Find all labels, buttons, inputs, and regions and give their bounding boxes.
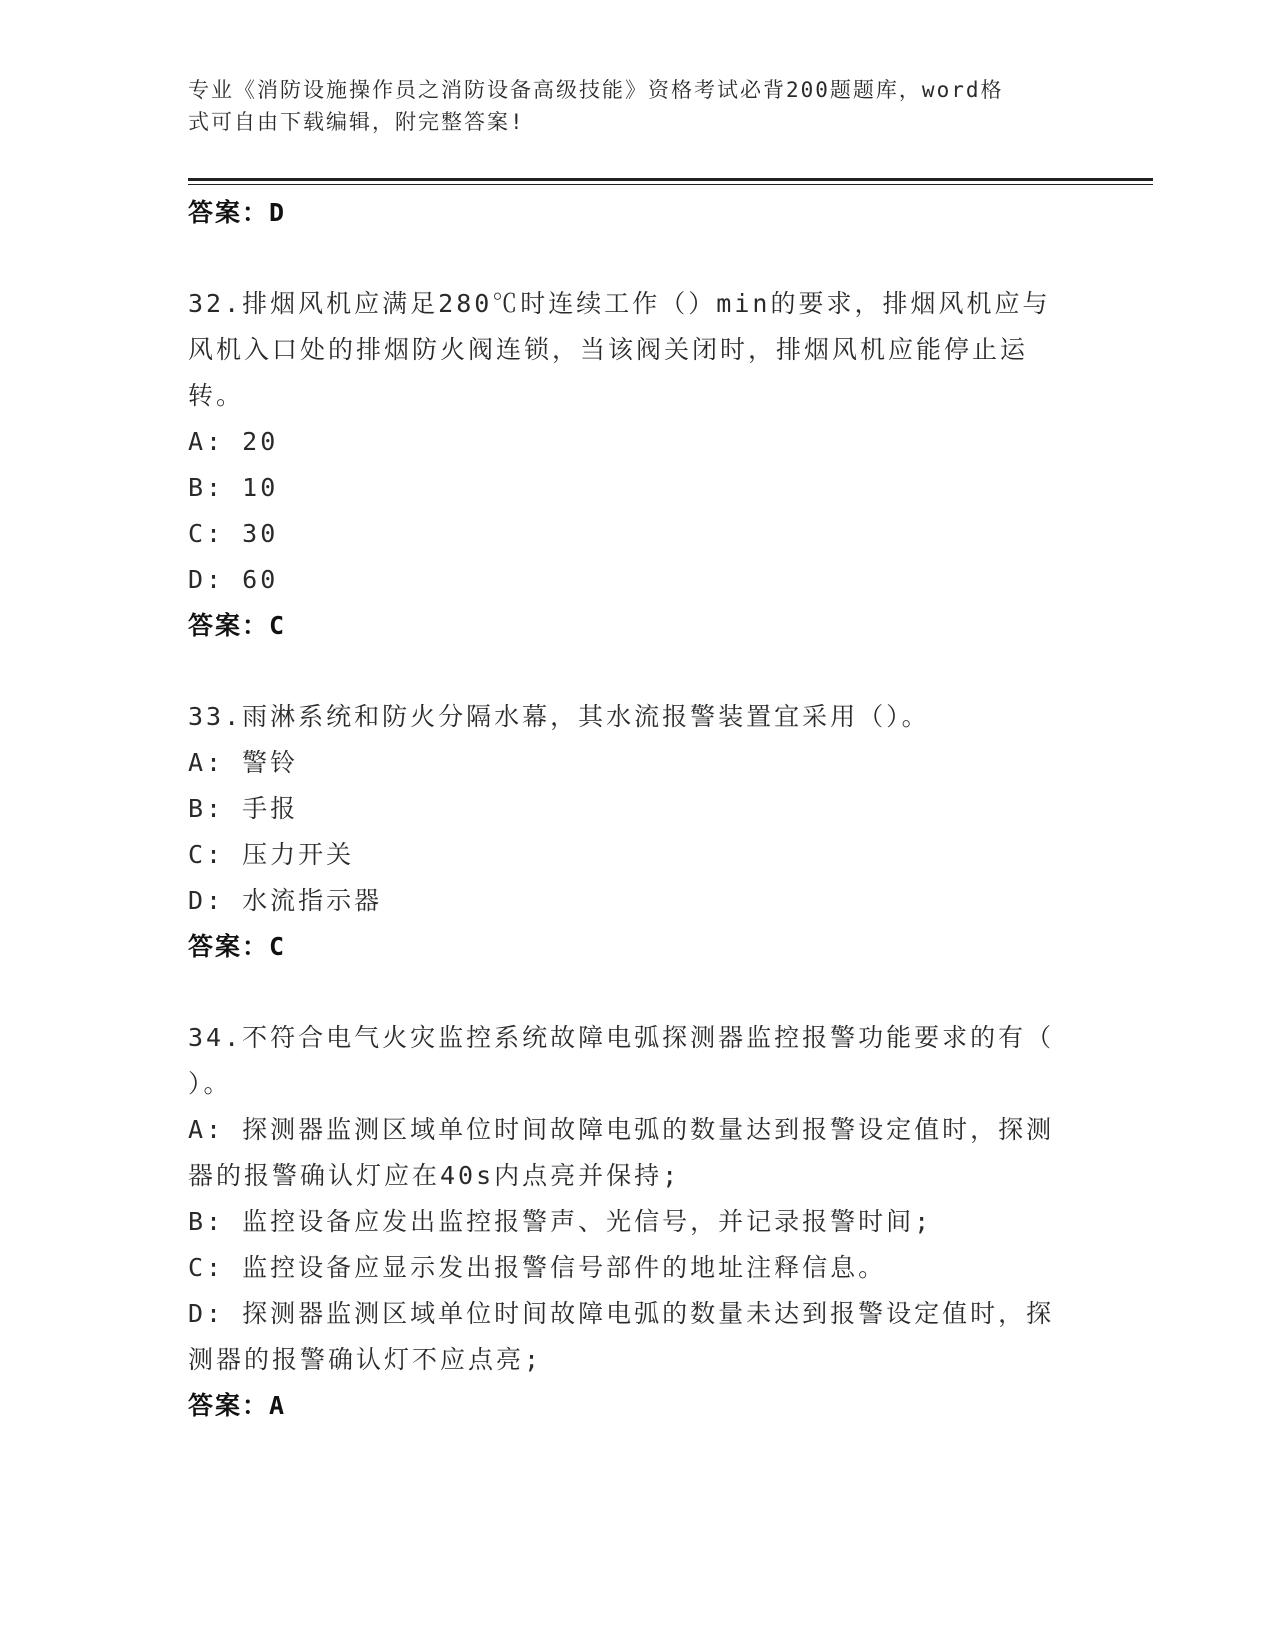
option-d: D: 水流指示器 <box>188 886 383 915</box>
header-rule-thick <box>188 178 1153 181</box>
answer-line: 答案：A <box>188 1391 287 1420</box>
option-c: C: 压力开关 <box>188 840 355 869</box>
header-line-2: 式可自由下载编辑，附完整答案! <box>188 110 525 134</box>
option-d: D: 60 <box>188 565 279 594</box>
option-c: C: 监控设备应显示发出报警信号部件的地址注释信息。 <box>188 1253 887 1282</box>
header-rule-thin <box>188 184 1153 185</box>
header-line-1: 专业《消防设施操作员之消防设备高级技能》资格考试必背200题题库，word格 <box>188 78 1004 102</box>
option-a: A: 警铃 <box>188 748 299 777</box>
question-stem: 风机入口处的排烟防火阀连锁，当该阀关闭时，排烟风机应能停止运 <box>188 335 1029 364</box>
question-stem: 转。 <box>188 381 245 410</box>
question-33 <box>188 694 1088 970</box>
question-34 <box>188 1015 1088 1429</box>
option-b: B: 手报 <box>188 794 299 823</box>
question-stem: 32.排烟风机应满足280℃时连续工作（）min的要求，排烟风机应与 <box>188 289 1051 318</box>
document-header <box>188 74 1068 138</box>
question-stem: 34.不符合电气火灾监控系统故障电弧探测器监控报警功能要求的有（ <box>188 1023 1055 1052</box>
answer-line: 答案：C <box>188 932 287 961</box>
question-list <box>188 190 1088 1429</box>
answer-line: 答案：C <box>188 611 287 640</box>
option-b: B: 监控设备应发出监控报警声、光信号，并记录报警时间; <box>188 1207 933 1236</box>
answer-line: 答案：D <box>188 198 287 227</box>
option-d: D: 探测器监测区域单位时间故障电弧的数量未达到报警设定值时，探 <box>188 1299 1055 1328</box>
question-32 <box>188 281 1088 649</box>
question-stem: ）。 <box>188 1069 232 1098</box>
option-d-cont: 测器的报警确认灯不应点亮; <box>188 1345 543 1374</box>
option-a: A: 20 <box>188 427 279 456</box>
option-c: C: 30 <box>188 519 279 548</box>
question-stem: 33.雨淋系统和防火分隔水幕，其水流报警装置宜采用（）。 <box>188 702 930 731</box>
option-a-cont: 器的报警确认灯应在40s内点亮并保持; <box>188 1161 681 1190</box>
option-b: B: 10 <box>188 473 279 502</box>
option-a: A: 探测器监测区域单位时间故障电弧的数量达到报警设定值时，探测 <box>188 1115 1055 1144</box>
